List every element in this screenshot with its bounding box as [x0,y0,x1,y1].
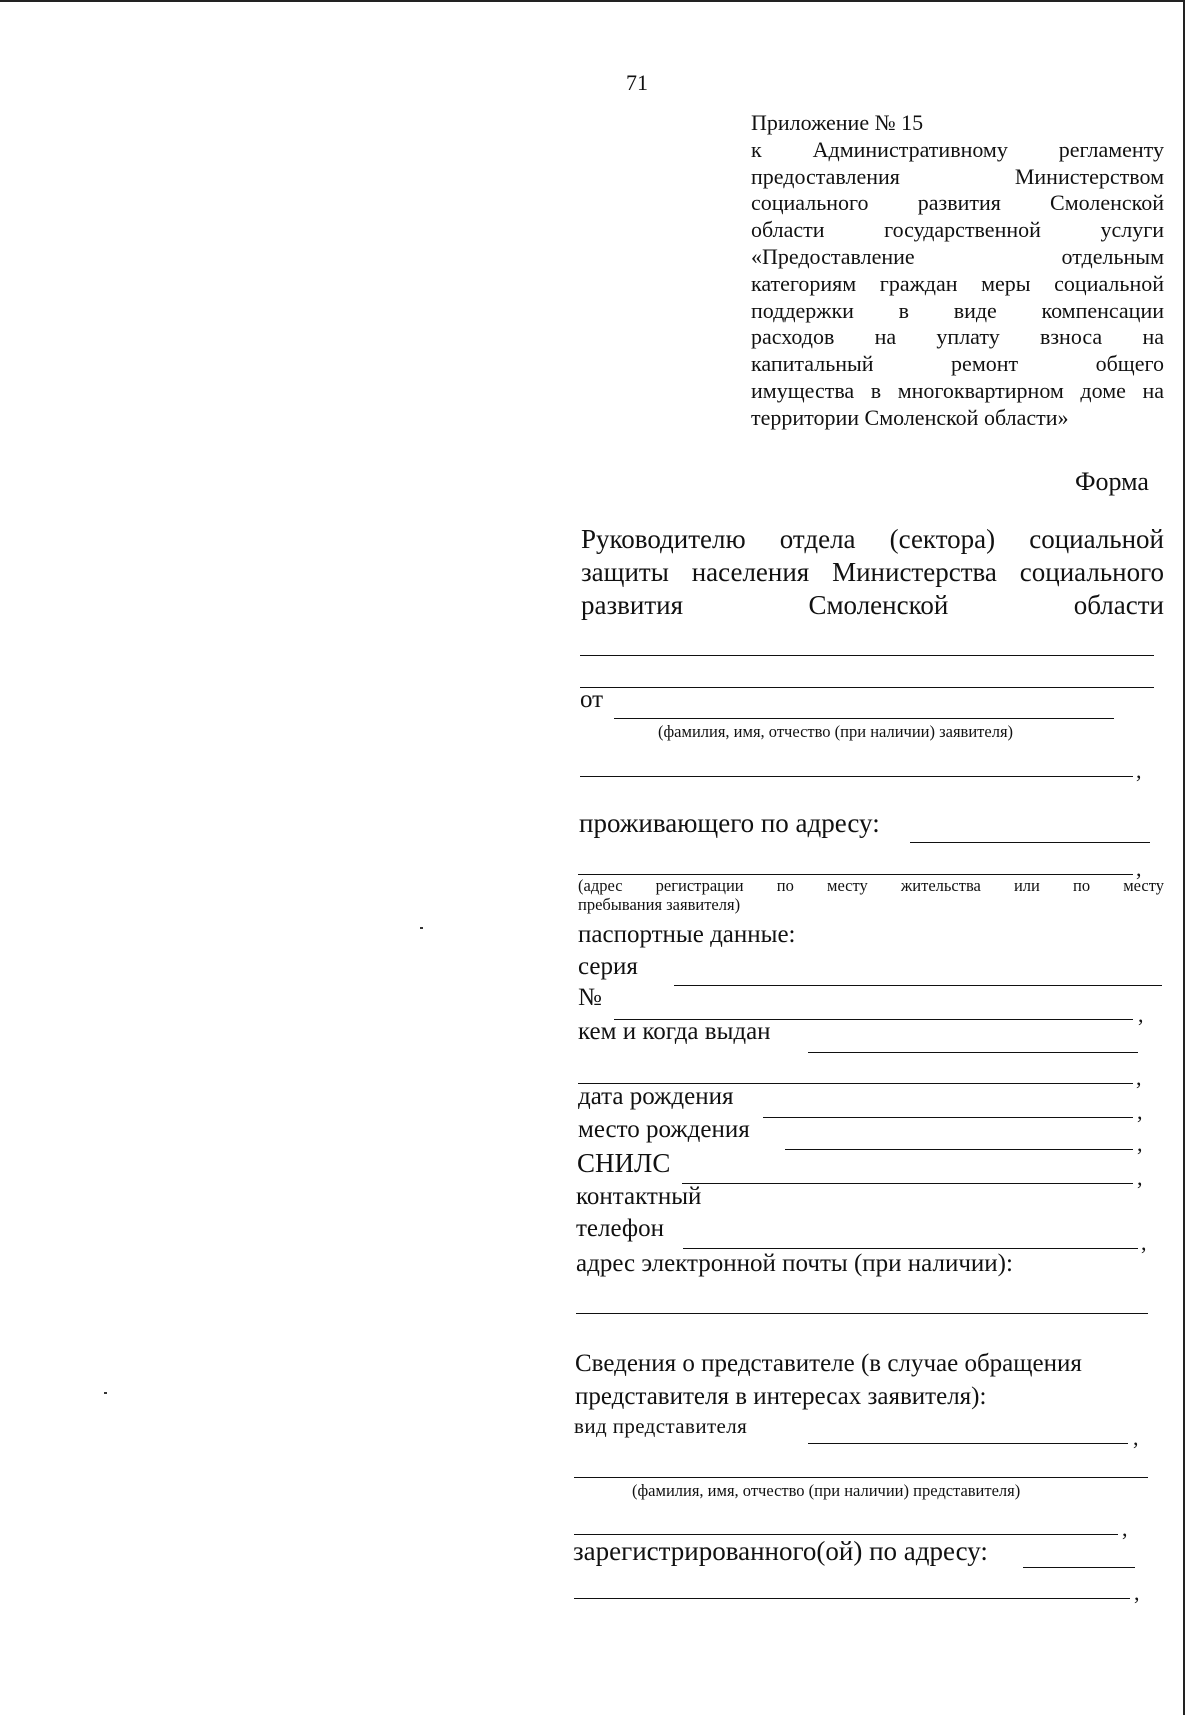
applicant-name-note: (фамилия, имя, отчество (при наличии) заявителя) [658,722,1014,741]
addressee-blank-line[interactable] [580,687,1154,688]
contact-label: контактный [576,1183,702,1210]
scan-border-right [1183,0,1185,1715]
appendix-line: Приложение № 15 [751,110,924,135]
appendix-header [751,110,1164,432]
appendix-line: поддержки в виде компенсации [751,297,1164,323]
representative-type-line[interactable] [808,1443,1128,1444]
comma: , [1138,1002,1144,1027]
form-label: Форма [1075,467,1149,496]
appendix-line: категориям граждан меры социальной [751,270,1164,296]
appendix-line: капитальный ремонт общего [751,351,1164,377]
residence-address-line-2[interactable] [578,874,1133,875]
representative-name-note: (фамилия, имя, отчество (при наличии) представителя) [632,1481,1021,1500]
snils-line[interactable] [682,1183,1133,1184]
comma: , [1133,1425,1139,1450]
comma: , [1137,1131,1143,1156]
registered-address-line-2[interactable] [574,1598,1130,1599]
birth-date-label: дата рождения [578,1083,734,1110]
applicant-name-line-2[interactable] [580,776,1133,777]
birth-date-line[interactable] [763,1117,1133,1118]
addressee-line: Руководителю отдела (сектора) социальной [581,524,1164,554]
phone-label: телефон [576,1215,664,1242]
appendix-line: имущества в многоквартирном доме на [751,377,1164,403]
snils-label: СНИЛС [577,1148,671,1178]
passport-label: паспортные данные: [578,921,796,948]
email-line[interactable] [576,1313,1148,1314]
applicant-name-line[interactable] [614,718,1114,719]
birth-place-line[interactable] [785,1149,1133,1150]
comma: , [1122,1516,1128,1541]
issued-line[interactable] [808,1052,1138,1053]
comma: , [1136,758,1142,783]
comma: , [1137,1099,1143,1124]
appendix-line: социального развития Смоленской [751,190,1164,216]
representative-name-line-2[interactable] [574,1534,1118,1535]
registered-address-line[interactable] [1023,1567,1135,1568]
scan-speck [420,927,423,929]
addressee-line: защиты населения Министерства социального [581,557,1164,587]
appendix-line: предоставления Министерством [751,163,1164,189]
scan-speck [104,1392,107,1394]
series-line[interactable] [674,985,1162,986]
addressee-line: развития Смоленской области [581,590,1164,620]
appendix-line: к Административному регламенту [751,136,1164,162]
residence-address-line[interactable] [910,842,1150,843]
residing-label: проживающего по адресу: [579,808,880,838]
address-note-line: (адрес регистрации по месту жительства или по месту [578,876,1164,895]
representative-heading-line: представителя в интересах заявителя): [575,1383,987,1410]
registered-label: зарегистрированного(ой) по адресу: [573,1536,988,1566]
addressee-blank-line[interactable] [580,655,1154,656]
comma: , [1136,856,1142,881]
phone-line[interactable] [683,1248,1138,1249]
address-note [578,876,1164,914]
appendix-line: территории Смоленской области» [751,404,1069,430]
comma: , [1134,1580,1140,1605]
number-label: № [578,984,602,1011]
comma: , [1136,1065,1142,1090]
representative-heading-line: Сведения о представителе (в случае обращения [575,1350,1082,1377]
appendix-line: области государственной услуги [751,217,1164,243]
birth-place-label: место рождения [578,1116,750,1143]
appendix-line: расходов на уплату взноса на [751,324,1164,350]
scan-border-top [0,0,1183,2]
comma: , [1137,1165,1143,1190]
issued-label: кем и когда выдан [578,1018,771,1045]
page-number: 71 [626,70,648,95]
representative-name-line[interactable] [574,1477,1148,1478]
email-label: адрес электронной почты (при наличии): [576,1250,1013,1277]
series-label: серия [578,953,638,980]
addressee-block [581,523,1164,622]
appendix-line: «Предоставление отдельным [751,243,1164,269]
representative-type-label: вид представителя [574,1414,748,1438]
from-label: от [580,686,604,713]
address-note-line: пребывания заявителя) [578,895,741,914]
comma: , [1141,1230,1147,1255]
